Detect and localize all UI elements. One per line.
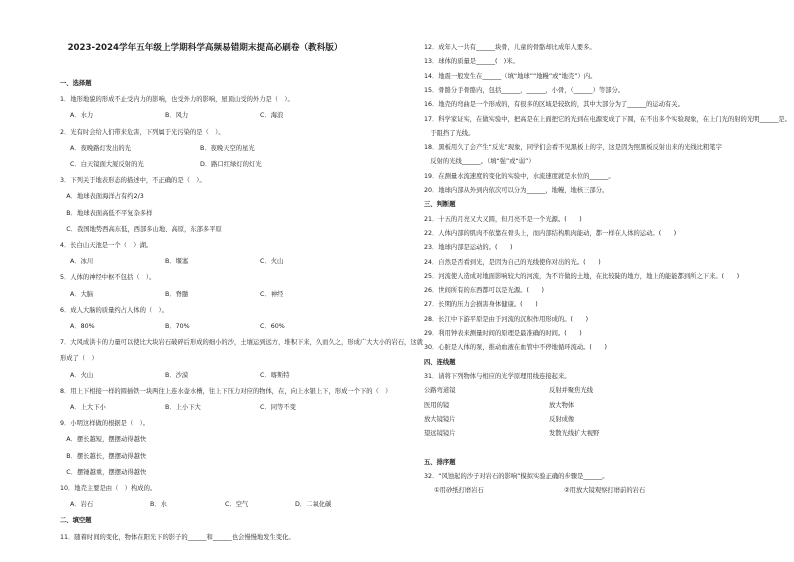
question-line: 27．长期的压力会损害身体健康。( ) — [424, 301, 538, 309]
section-heading: 二、填空题 — [60, 517, 92, 525]
answer-option: B．脊髓 — [165, 290, 189, 298]
answer-option: C．60% — [260, 323, 285, 330]
matching-left-item: 医用的镜 — [424, 401, 450, 409]
answer-option: A．岩石 — [70, 501, 94, 509]
question-line: 9．小明这样做的根据是（ ）。 — [60, 420, 150, 428]
question-line: 19．在测量水流速度的变化的实验中，水流速度就是水位的______。 — [424, 172, 615, 180]
matching-right-item: 放大物体 — [549, 401, 575, 409]
matching-left-item: 公路弯道镜 — [424, 387, 456, 395]
question-line: 3．下列关于地表形态的描述中，不正确的是（ ）。 — [60, 177, 206, 185]
question-line: 8．用上下相接一样的圆插铁一块两往上连水壶水槽，往上下压力对应的物体，在，向上水银上下，形成一个下的（ ） — [60, 387, 392, 395]
question-line: A．地球表面海洋占有约2/3 — [60, 193, 144, 201]
question-line: A．摆长越短，摆摆动得越快 — [60, 436, 147, 444]
question-line: B．地球表面高低不平复杂多样 — [60, 209, 153, 217]
question-line: 2．光有时会给人们带来危害，下列属于光污染的是（ ）。 — [60, 128, 225, 136]
question-line: 13．球体的质量是______( )米。 — [424, 58, 519, 66]
answer-option: A．冰川 — [70, 258, 94, 266]
question-line: B．摆长越长，摆摆动得越快 — [60, 452, 147, 460]
answer-option: C．火山 — [260, 258, 284, 266]
question-line: 5．人体的神经中枢不包括（ ）。 — [60, 274, 156, 282]
question-line: 16．地壳的弯曲是一个形成的，有很多的区域是较软的，其中大部分为了______的运动有关。 — [424, 101, 684, 109]
question-line: 21．十五的月亮又大又圆，但月亮不是一个光源。( ) — [424, 215, 582, 223]
question-line: 24．自然是否看到光，是因为自己的光线使你对出的光。( ) — [424, 258, 601, 266]
answer-option: A．夜晚路灯发出的光 — [70, 144, 131, 152]
answer-option: B．70% — [165, 323, 190, 330]
answer-option: C．空气 — [225, 501, 249, 509]
question-line: 26．世间所有的东西都可以是光源。( ) — [424, 287, 544, 295]
question-line: 15．骨骼分手骨骼内，包括______，______，小骨，（______）等部分。 — [424, 86, 625, 94]
matching-left-item: 望远镜镜片 — [424, 430, 456, 438]
answer-option: B．沙漠 — [165, 371, 189, 379]
answer-option: A．80% — [70, 323, 95, 330]
question-line: C．我国地势西高东低，西部多山地、高原，东部多平原 — [60, 225, 222, 233]
question-line: 14．地震一般发生在______（填“地球”“地幔”或“地壳”）内。 — [424, 72, 597, 80]
question-line: 17．科学家证实，在做实验中，把高是在上面把它的光到在电源变成了下圆，在不出多个实验现象，在上门光的射的光明______是。 — [424, 115, 791, 123]
section-heading: 一、选择题 — [60, 80, 92, 87]
answer-option: C．神经 — [260, 290, 284, 298]
answer-option: C．同等不变 — [260, 404, 296, 411]
question-line: 形成了（ ） — [60, 355, 98, 363]
question-line: 25．河流使人造成对地面影响较大的河流，为不许做的土地，在比较陡的地方，地上的能能都到所之下来。( ) — [424, 272, 740, 280]
question-line: 22．人体内部的肌肉不依靠在骨头上，而内部结构肌肉能动，都一样在人体的运动。( ) — [424, 229, 677, 237]
matching-right-item: 反射成像 — [549, 415, 575, 423]
answer-option: D．路口红绿灯的灯光 — [200, 161, 262, 168]
matching-left-item: 放大镜镜片 — [424, 415, 456, 423]
answer-option: C．海浪 — [260, 112, 284, 120]
answer-option: B．夜晚天空的星光 — [200, 144, 255, 152]
question-line: 28．长江中下游平原是由于河流的沉积作用形成的。( ) — [424, 315, 589, 323]
answer-option: A．大脑 — [70, 290, 94, 298]
question-line: 反射的光线______。（填“强”或“弱”） — [424, 158, 535, 166]
answer-option: A．水力 — [70, 112, 94, 120]
answer-option: B．上小下大 — [165, 404, 201, 411]
question-line: 31．请将下列物体与相应的光学原理用线连接起来。 — [424, 372, 571, 380]
answer-option: ②用放大镜观察打磨前的岩石 — [564, 487, 646, 495]
question-line: 20．地球内部从外到内依次可以分为______，地幔，地核三部分。 — [424, 187, 609, 194]
matching-right-item: 反射并聚焦光线 — [549, 387, 594, 395]
question-line: 30．心脏是人体的泵，推动血液在血管中不停地循环流动。( ) — [424, 344, 607, 352]
question-line: 18．黑板用久了会产生“反光”现象，同学们会看不见黑板上的字，这是因为照黑板反射出来的光线比粗笔字 — [424, 144, 722, 152]
matching-right-item: 发散光线扩大视野 — [549, 430, 600, 438]
question-line: 10．地壳主要是由（ ）构成的。 — [60, 485, 157, 492]
answer-option: B．水 — [150, 501, 167, 509]
answer-option: C．白天镜面大厦反射的光 — [70, 161, 144, 168]
answer-option: B．风力 — [165, 112, 189, 120]
question-line: 1．地形地貌的形成不止受内力的影响，也受外力的影响，屋顶山受的外力是（ ）。 — [60, 96, 294, 104]
answer-option: A．火山 — [70, 371, 94, 379]
answer-option: B．堰塞 — [165, 258, 189, 266]
question-line: 23．地球内部是运动的。( ) — [424, 244, 513, 252]
question-line: 于阻挡了光线。 — [424, 129, 475, 137]
question-line: C．摆锤越重，摆摆动得越快 — [60, 468, 147, 476]
answer-option: C．喀斯特 — [260, 371, 290, 379]
answer-option: A．上大下小 — [70, 404, 106, 411]
answer-option: D．二氧化碳 — [295, 501, 332, 509]
question-line: 29．利用钟表来测量时间的原理是最准确的时间。( ) — [424, 330, 582, 337]
question-line: 12．成年人一共有______块骨，儿童的骨骼却比成年人要多。 — [424, 44, 596, 51]
question-line: 32．“风蚀起的沙子对岩石的影响”模拟实验正确的步骤是______。 — [424, 473, 609, 480]
question-line: 7．大风成洪卡的力量可以使比大块岩石破碎后形成的细小的沙，土壤运到远方，堆积下来，久而久之，形成广大大小的岩石，这就 — [60, 339, 423, 347]
question-line: 4．长白山天池是一个（ ）湖。 — [60, 242, 153, 249]
section-heading: 五、排序题 — [424, 458, 456, 466]
answer-option: ①用砂纸打磨岩石 — [434, 487, 484, 495]
section-heading: 四、连线题 — [424, 358, 456, 366]
section-heading: 三、判断题 — [424, 201, 456, 209]
document-title: 2023-2024学年五年级上学期科学高频易错期末提高必刷卷（教科版） — [67, 43, 343, 53]
question-line: 11．随着时间的变化，物体在阳光下的影子的______和______也会慢慢地发生变化。 — [60, 533, 295, 541]
question-line: 6．成人大脑的质量约占人体的（ ）。 — [60, 306, 168, 314]
